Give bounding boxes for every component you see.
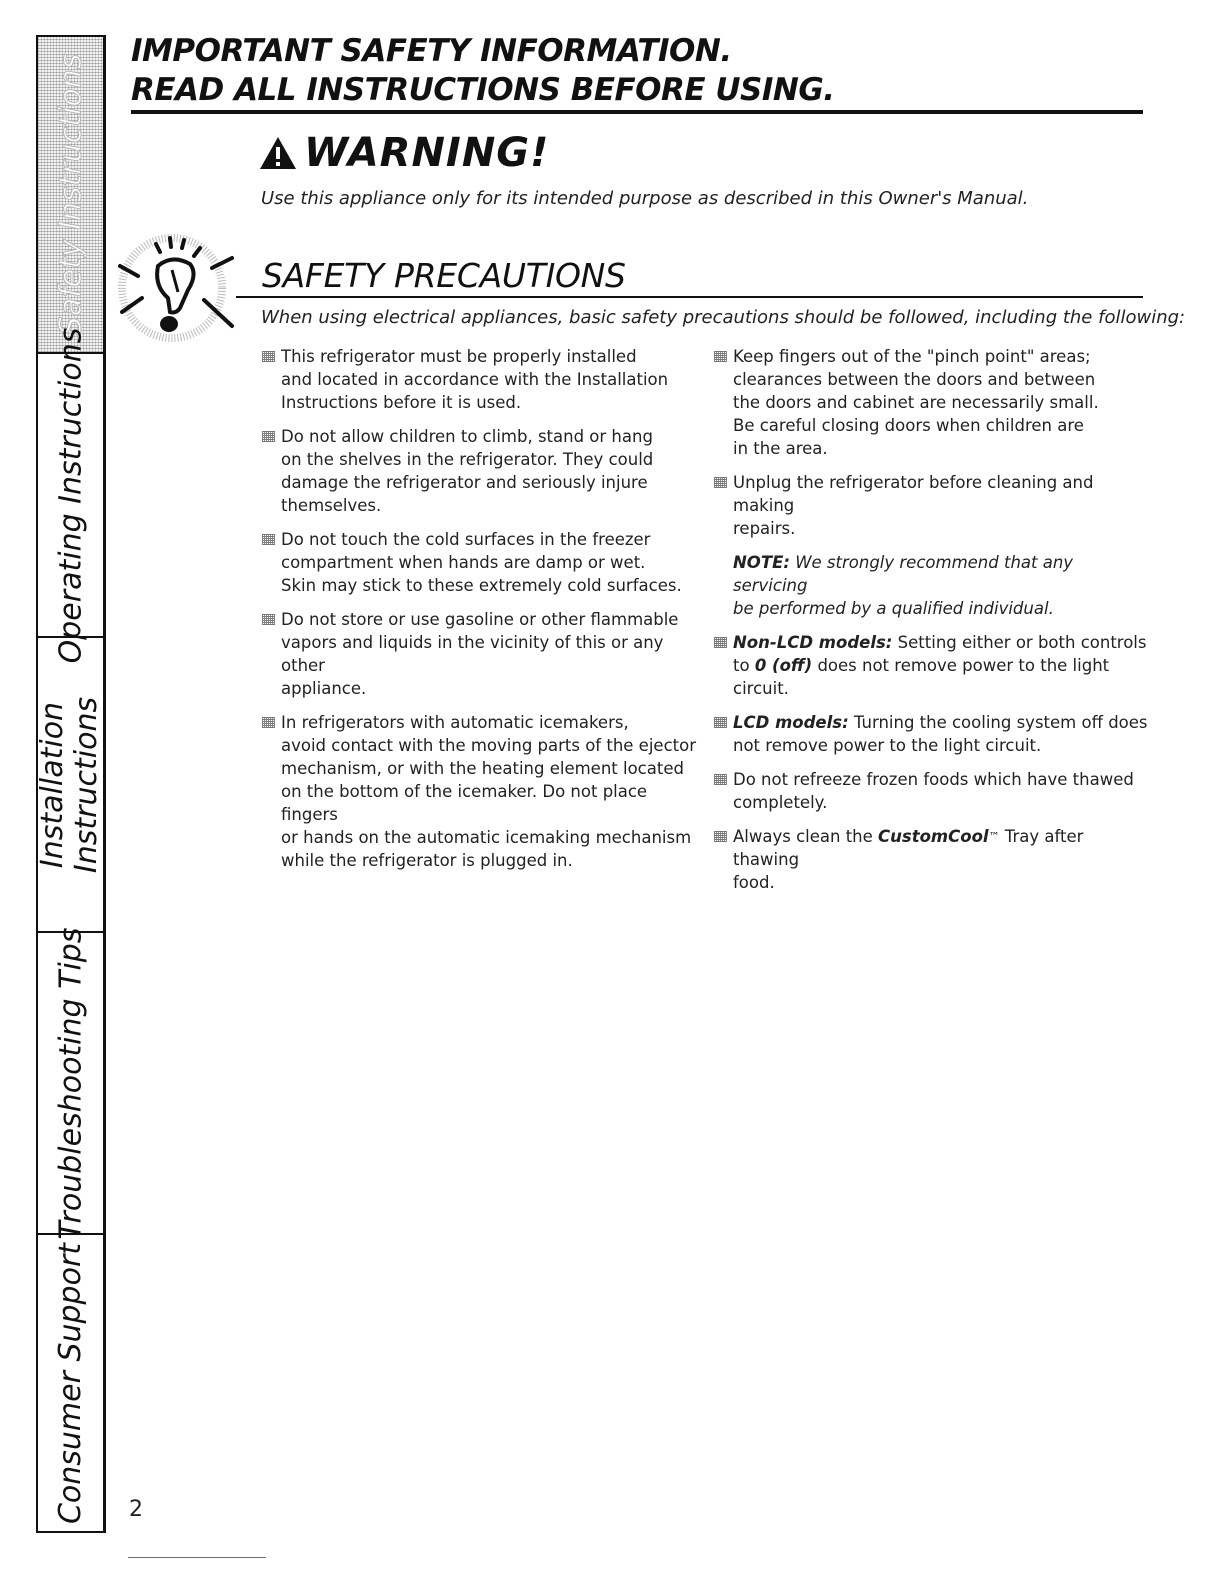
tab-installation-instructions[interactable] xyxy=(36,638,106,933)
tab-consumer-support[interactable] xyxy=(36,1235,106,1533)
non-lcd-label: Non-LCD models: xyxy=(733,633,893,652)
bullet-icon xyxy=(714,637,727,648)
tab-label: Installation Instructions xyxy=(35,696,105,873)
page-header xyxy=(131,32,1143,110)
item-text: Do not touch the cold surfaces in the freezer compartment when hands are damp or wet. Skin may stick to these extremely cold surfaces. xyxy=(281,530,682,595)
tab-label: Consumer Support xyxy=(53,1242,89,1524)
list-item xyxy=(260,425,700,517)
bullet-icon xyxy=(714,351,727,362)
item-text: Always clean the xyxy=(733,827,879,846)
bullet-icon xyxy=(714,717,727,728)
precautions-right-column xyxy=(712,345,1152,905)
off-setting: 0 (off) xyxy=(754,656,813,675)
item-text: Setting either or both controls to xyxy=(733,633,1147,675)
safety-precautions-title: SAFETY PRECAUTIONS xyxy=(262,256,626,295)
service-note xyxy=(712,551,1152,620)
warning-heading xyxy=(258,130,549,176)
page-number: 2 xyxy=(129,1497,143,1522)
tab-troubleshooting-tips[interactable] xyxy=(36,927,106,1239)
note-label: NOTE: xyxy=(733,553,790,572)
header-rule xyxy=(131,110,1143,114)
tab-label: Operating Instructions xyxy=(53,327,88,663)
list-item xyxy=(260,345,700,414)
bullet-icon xyxy=(262,431,275,442)
list-item xyxy=(712,825,1152,894)
bullet-icon xyxy=(262,614,275,625)
footer-rule xyxy=(128,1557,266,1558)
bullet-icon xyxy=(262,534,275,545)
list-item xyxy=(260,528,700,597)
warning-text: Use this appliance only for its intended purpose as described in this Owner's Manual. xyxy=(261,188,1029,209)
tab-operating-instructions[interactable] xyxy=(36,327,106,663)
item-text: Do not allow children to climb, stand or hang on the shelves in the refrigerator. They could damage the refrigerator and seriously injure themselves. xyxy=(281,427,654,515)
warning-triangle-icon xyxy=(258,135,298,171)
tab-label: Safety Instructions xyxy=(53,53,89,336)
warning-title: WARNING! xyxy=(304,130,550,176)
tab-safety-instructions[interactable] xyxy=(36,35,106,354)
lightbulb-icon xyxy=(112,228,238,356)
item-text: Tray after thawing food. xyxy=(733,827,1084,892)
brand-name: CustomCool xyxy=(878,827,989,846)
bullet-icon xyxy=(262,351,275,362)
list-item xyxy=(260,711,700,872)
bullet-icon xyxy=(714,477,727,488)
item-text: does not remove power to the light circuit. xyxy=(733,656,1110,698)
bullet-icon xyxy=(714,774,727,785)
section-tabs xyxy=(36,35,106,1533)
trademark: ™ xyxy=(988,830,1000,843)
bullet-icon xyxy=(714,831,727,842)
list-item xyxy=(712,471,1152,540)
lcd-label: LCD models: xyxy=(733,713,849,732)
list-item xyxy=(712,768,1152,814)
item-text: Do not store or use gasoline or other flammable vapors and liquids in the vicinity of this or any other appliance. xyxy=(281,610,679,698)
safety-precautions-intro: When using electrical appliances, basic safety precautions should be followed, including the following: xyxy=(261,307,1186,328)
list-item xyxy=(260,608,700,700)
list-item xyxy=(712,711,1152,757)
item-text: Do not refreeze frozen foods which have thawed completely. xyxy=(733,770,1134,812)
bullet-icon xyxy=(262,717,275,728)
item-text: Turning the cooling system off does not remove power to the light circuit. xyxy=(733,713,1148,755)
item-text: Keep fingers out of the "pinch point" areas; clearances between the doors and between the doors and cabinet are necessarily small. Be careful closing doors when children are in the area. xyxy=(733,347,1099,458)
item-text: Unplug the refrigerator before cleaning and making repairs. xyxy=(733,473,1094,538)
list-item xyxy=(712,631,1152,700)
list-item xyxy=(712,345,1152,460)
item-text: This refrigerator must be properly installed and located in accordance with the Installation Instructions before it is used. xyxy=(281,347,669,412)
header-line-1: IMPORTANT SAFETY INFORMATION. xyxy=(131,33,732,69)
item-text: In refrigerators with automatic icemakers, avoid contact with the moving parts of the ejector mechanism, or with the heating element located on the bottom of the icemaker. Do not place fingers or hands on the automatic icemaking mechanism while the refrigerator is plugged in. xyxy=(281,713,696,870)
header-line-2: READ ALL INSTRUCTIONS BEFORE USING. xyxy=(131,72,835,108)
section-rule xyxy=(236,296,1143,298)
tab-label: Troubleshooting Tips xyxy=(53,927,89,1239)
note-text: We strongly recommend that any servicing be performed by a qualified individual. xyxy=(733,553,1074,618)
precautions-left-column xyxy=(260,345,700,883)
